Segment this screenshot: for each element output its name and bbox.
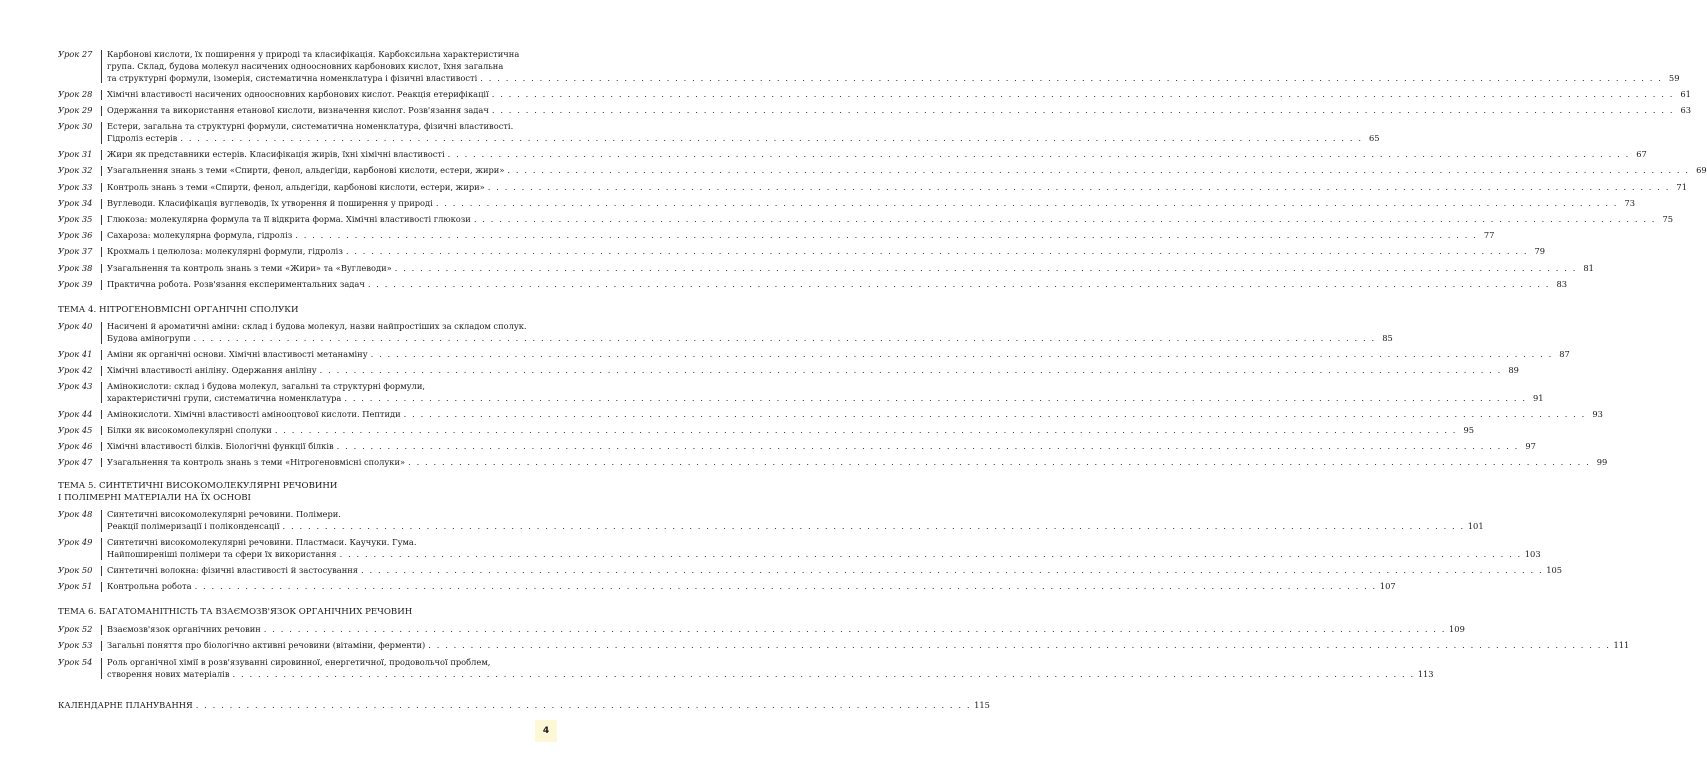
lesson-label: Урок 42 [58,364,93,375]
topic-heading-5 [58,481,337,504]
lesson-divider [101,458,102,468]
lesson-page: 103 [1524,548,1541,559]
lesson-title-line [107,332,1393,345]
lesson-page: 69 [1696,165,1707,176]
lesson-title [107,624,1465,636]
leader-dots: . . . . . . . . . . . . . . . . . . . . . . . . . . . . . . . . . . . . . . . . . . . . . . . . . . . . . . . . . . . . . . . . . . . . . . . . . . . . . . . . . . . . . . . . . . . . . . . . . . . . . . . . . . . . . . . . . . . . . . . . . . . . . . . . . . . . . . . . . . . . [274,424,1458,435]
lesson-page: 89 [1508,364,1519,375]
lesson-title-text: Контроль знань з теми «Спирти, фенол, альдегіди, карбонові кислоти, естери, жири» [107,181,485,192]
lesson-title [107,348,1570,361]
lesson-page: 93 [1592,408,1603,419]
leader-dots: . . . . . . . . . . . . . . . . . . . . . . . . . . . . . . . . . . . . . . . . . . . . . . . . . . . . . . . . . . . . . . . . . . . . . . . . . . . . . . . . . . . . . . . . . . . . . . . . . . . . . . . . . . . . . . . . . . . . . . . . . . . . . . . . . . . . . . . . . . . . [295,230,1478,241]
lesson-title-line [107,624,1465,636]
lesson-title-text: Узагальнення та контроль знань з теми «Нітрогеновмісні сполуки» [107,456,406,467]
lesson-title-text: Карбонові кислоти, їх поширення у природі та класифікація. Карбоксильна характеристична [107,49,520,59]
lesson-title-text: Контрольна робота [107,581,192,592]
leader-dots: . . . . . . . . . . . . . . . . . . . . . . . . . . . . . . . . . . . . . . . . . . . . . . . . . . . . . . . . . . . . . . . . . . . . . . . . . . . . . . . . . . . . . . . . . . . . . . . . . . . . . . . . . . . . . . . . . . . . . . . . . . . . . . . . . . . . . . . . . . . . [336,440,1519,451]
lesson-label: Урок 54 [58,656,93,667]
lesson-title-line [107,72,1680,85]
lesson-title [107,214,1674,226]
lesson-title-line [107,548,1541,561]
lesson-divider [101,641,102,651]
lesson-title-line [107,262,1594,275]
leader-dots: . . . . . . . . . . . . . . . . . . . . . . . . . . . . . . . . . . . . . . . . . . . . . . . . . . . . . . . . . . . . . . . . . . . . . . . . . . . . . . . . . . . . . . . . . . . . . . . . . . . . . . . . . . . . . . . . . . . . . . . . . . . . . . . . . . . . . . . . . . . . [435,197,1619,208]
lesson-title-line [107,197,1636,210]
lesson-page: 97 [1525,440,1536,451]
lesson-title [107,424,1475,437]
lesson-title-line [107,537,580,549]
lesson-title-text: Будова аміногрупи [107,332,191,343]
lesson-label: Урок 27 [58,49,93,59]
lesson-divider [101,382,102,404]
lesson-divider [101,322,102,344]
lesson-title [107,246,1546,258]
lesson-title-text: Гідроліз естерів [107,132,178,143]
calendar-planning-title: КАЛЕНДАРНЕ ПЛАНУВАННЯ [58,700,193,710]
lesson-label: Урок 28 [58,88,93,99]
leader-dots: . . . . . . . . . . . . . . . . . . . . . . . . . . . . . . . . . . . . . . . . . . . . . . . . . . . . . . . . . . . . . . . . . . . . . . . . . . . . . . . . . . . . . . . . . . . . . . . . . . . . . . . . . . . . . . . . . . . . . . . . . . . . . . . . . . . . . . . . . . . . [428,640,1611,651]
lesson-page: 67 [1636,149,1647,160]
lesson-label: Урок 39 [58,278,93,289]
lesson-title-text: Естери, загальна та структурні формули, систематична номенклатура, фізичні властивості. [107,121,514,132]
lesson-page: 87 [1559,348,1570,359]
calendar-planning-entry[interactable] [58,700,990,712]
lesson-divider [101,106,102,116]
lesson-title-text: та структурні формули, ізомерія, систематична номенклатура і фізичні властивості [107,72,478,83]
lesson-title [107,149,1647,161]
lesson-title-line [107,348,1570,361]
lesson-title [107,197,1636,210]
lesson-divider [101,183,102,193]
leader-dots: . . . . . . . . . . . . . . . . . . . . . . . . . . . . . . . . . . . . . . . . . . . . . . . . . . . . . . . . . . . . . . . . . . . . . . . . . . . . . . . . . . . . . . . . . . . . . . . . . . . . . . . . . . . . . . . . . . . . . . . . . . . . . . . . . . . . . . . . . . . . [491,105,1675,115]
lesson-title [107,380,1544,405]
lesson-page: 65 [1369,132,1380,143]
lesson-title-line [107,657,580,669]
lesson-label: Урок 43 [58,380,93,391]
leader-dots: . . . . . . . . . . . . . . . . . . . . . . . . . . . . . . . . . . . . . . . . . . . . . . . . . . . . . . . . . . . . . . . . . . . . . . . . . . . . . . . . . . . . . . . . . . . . . . . . . . . . . . . . . . . . . . . . . . . . . . . . . . . . . . . . . . . . . . . . . . . . [491,88,1674,99]
lesson-divider [101,350,102,360]
topic-heading-line: ТЕМА 4. НІТРОГЕНОВМІСНІ ОРГАНІЧНІ СПОЛУКИ [58,305,299,315]
lesson-title-text: Амінокислоти. Хімічні властивості амінооцтової кислоти. Пептиди [107,408,401,419]
lesson-page: 77 [1483,230,1495,241]
lesson-page: 105 [1546,565,1563,575]
lesson-page: 59 [1668,72,1680,83]
lesson-title [107,321,1393,345]
leader-dots: . . . . . . . . . . . . . . . . . . . . . . . . . . . . . . . . . . . . . . . . . . . . . . . . . . . . . . . . . . . . . . . . . . . . . . . . . . . . . . . . . . . . . . . . . . . . . . . . . . . . . . . . . . . . . . . . . . . . . . . . . . . . . . . . . . . . . . . . . . . . [487,181,1670,192]
leader-dots: . . . . . . . . . . . . . . . . . . . . . . . . . . . . . . . . . . . . . . . . . . . . . . . . . . . . . . . . . . . . . . . . . . . . . . . . . . . . . . . . . . . . . . . . . . . . . . . . . . . . . . . . . . . . . . . . . . . . . . . . . . . . . . . . . . . . . . . . . . . . [194,581,1377,592]
lesson-label: Урок 38 [58,262,93,273]
lesson-page: 83 [1556,278,1568,289]
lesson-label: Урок 46 [58,440,93,451]
lesson-page: 61 [1680,88,1691,99]
lesson-title-line [107,88,1691,101]
calendar-planning-page: 115 [974,700,990,710]
lesson-label: Урок 40 [58,321,93,331]
lesson-label: Урок 52 [58,624,93,634]
lesson-title-line [107,565,1563,577]
lesson-divider [101,150,102,160]
lesson-title-text: Взаємозв'язок органічних речовин [107,624,261,634]
lesson-page: 113 [1417,668,1434,679]
lesson-divider [101,658,102,680]
lesson-title-text: група. Склад, будова молекул насичених одноосновних карбонових кислот, їхня загальна [107,60,504,71]
lesson-title-line [107,246,1546,258]
lesson-label: Урок 32 [58,165,93,176]
lesson-title-text: Одержання та використання етанової кислоти, визначення кислот. Розв'язання задач [107,105,489,115]
lesson-divider [101,247,102,257]
lesson-label: Урок 47 [58,456,93,467]
lesson-title [107,364,1519,377]
lesson-title-line [107,49,580,61]
lesson-title-text: Хімічні властивості насичених одноосновних карбонових кислот. Реакція етерифікації [107,88,489,99]
leader-dots: . . . . . . . . . . . . . . . . . . . . . . . . . . . . . . . . . . . . . . . . . . . . . . . . . . . . . . . . . . . . . . . . . . . . . . . . . . . . . . . . . . . . . . . . . . . . . . . . . . . . . . . . . . . . . . . . . . . . . . . . . . . . . . . . . . . . . . . . . . . . [339,548,1522,559]
lesson-divider [101,280,102,290]
lesson-title-line [107,668,1434,681]
lesson-title-line [107,456,1608,469]
lesson-title-text: Практична робота. Розв'язання експериментальних задач [107,278,365,289]
lesson-divider [101,231,102,241]
lesson-page: 107 [1379,581,1396,592]
lesson-label: Урок 51 [58,581,93,592]
lesson-title-text: Хімічні властивості аніліну. Одержання аніліну [107,364,317,375]
leader-dots: . . . . . . . . . . . . . . . . . . . . . . . . . . . . . . . . . . . . . . . . . . . . . . . . . . . . . . . . . . . . . . . . . . . . . . . . . . . . . . . . . . . . . . . . . . . . . . . . . . . . . . . . . . . . . . . . . . . . . . . . . . . . . . . . . . . . . . . . . . . . [403,408,1586,419]
lesson-divider [101,426,102,436]
lesson-title-line [107,640,1630,652]
lesson-title-line [107,381,580,393]
lesson-title [107,262,1594,275]
lesson-title-text: Реакції полімеризації і поліконденсації [107,520,280,531]
lesson-divider [101,625,102,635]
lesson-title [107,408,1603,421]
lesson-page: 79 [1534,246,1546,257]
lesson-label: Урок 48 [58,509,93,519]
lesson-title-text: Загальні поняття про біологічно активні речовини (вітаміни, ферменти) [107,640,426,651]
lesson-page: 99 [1596,456,1608,467]
lesson-page: 85 [1382,332,1393,343]
lesson-title-line [107,230,1495,242]
lesson-label: Урок 50 [58,565,93,575]
lesson-divider [101,215,102,225]
lesson-title [107,165,1707,177]
lesson-title [107,121,1380,145]
lesson-page: 63 [1680,105,1692,115]
lesson-title [107,456,1608,469]
lesson-label: Урок 35 [58,214,93,224]
lesson-page: 109 [1449,624,1465,634]
leader-dots: . . . . . . . . . . . . . . . . . . . . . . . . . . . . . . . . . . . . . . . . . . . . . . . . . . . . . . . . . . . . . . . . . . . . . . . . . . . . . . . . . . . . . . . . . . . . . . . . . . . . . . . . . . . . . . . . . . . . . . . . . . . . . . . . . . . . . . . . . . . . [193,332,1376,343]
topic-heading-4 [58,305,298,317]
lesson-title-line [107,278,1568,291]
lesson-title [107,656,1434,681]
lesson-page: 95 [1463,424,1475,435]
lesson-title-text: Роль органічної хімії в розв'язуванні сировинної, енергетичної, продовольчої проблем, [107,656,491,667]
lesson-divider [101,122,102,144]
lesson-divider [101,582,102,592]
leader-dots: . . . . . . . . . . . . . . . . . . . . . . . . . . . . . . . . . . . . . . . . . . . . . . . . . . . . . . . . . . . . . . . . . . . . . . . . . . . . . . . . . . . . . . . . . . . . . . . . . . . . . . . . . . . . . . . . . . . . . . . . . . . . . . . . . . . . . . . . . . . . [345,246,1529,257]
lesson-page: 101 [1467,520,1484,531]
lesson-title-text: Вуглеводи. Класифікація вуглеводів, їх утворення й поширення у природі [107,197,433,208]
lesson-label: Урок 49 [58,537,93,547]
lesson-divider [101,566,102,576]
lesson-title-text: характеристичні групи, систематична номенклатура [107,392,342,403]
lesson-title-text: Найпоширеніші полімери та сфери їх використання [107,548,337,559]
topic-heading-6 [58,607,412,619]
lesson-divider [101,538,102,560]
leader-dots: . . . . . . . . . . . . . . . . . . . . . . . . . . . . . . . . . . . . . . . . . . . . . . . . . . . . . . . . . . . . . . . . . . . . . . . . . . . . . . . . . . . . . . . . . . . . . . . . . . . . . . . . . . . . . . . . . . . . . . . . . . . . . . . . . . . . . . . . . . . . [408,456,1591,467]
lesson-label: Урок 44 [58,408,93,419]
lesson-title [107,509,1484,533]
lesson-title [107,49,1680,84]
lesson-title [107,565,1563,577]
lesson-title-line [107,214,1674,226]
lesson-page: 73 [1624,197,1636,208]
lesson-label: Урок 34 [58,197,93,208]
lesson-title-text: Амінокислоти: склад і будова молекул, загальні та структурні формули, [107,380,426,391]
leader-dots: . . . . . . . . . . . . . . . . . . . . . . . . . . . . . . . . . . . . . . . . . . . . . . . . . . . . . . . . . . . . . . . . . . . . . . . . . . . . . . . . . . . . . . . . . . . . . . . . . . . . . . . . . . . . . . . . . . . . . . . . . . . . . . . . . . . . . . . . . . . . [282,520,1465,531]
leader-dots: . . . . . . . . . . . . . . . . . . . . . . . . . . . . . . . . . . . . . . . . . . . . . . . . . . . . . . . . . . . . . . . . . . . . . . . . . . . . . . . . . . . . . . . . . . . . . . . . . . . . . . . . . . . . . . . . . . . . . . . . . . . . . . . . . . . . . . . . . . . . [232,668,1415,679]
lesson-title [107,105,1692,117]
leader-dots: . . . . . . . . . . . . . . . . . . . . . . . . . . . . . . . . . . . . . . . . . . . . . . . . . . . . . . . . . . . . . . . . . . . . . . . . . . . . . . . . . . . . . . . . . . . . . . . . . . . . . . . . . . . . . . . . . . . . . . . . . . . . . . . . . . . . . . . . . . . . [367,278,1551,289]
lesson-title-text: Хімічні властивості білків. Біологічні функції білків [107,440,334,451]
lesson-label: Урок 37 [58,246,93,257]
lesson-title-line [107,509,580,521]
leader-dots: . . . . . . . . . . . . . . . . . . . . . . . . . . . . . . . . . . . . . . . . . . . . . . . . . . . . . . . . . . . . . . . . . . . . . . . . . . . . . . . . . . . . . . . . . . . . . . . . . . . . . . . . . . . . . . . . . . . . . . . . . . . . . . . . . . . . . . . . . . . . [370,348,1553,359]
lesson-title-line [107,424,1475,437]
lesson-title-line [107,149,1647,161]
topic-heading-line: І ПОЛІМЕРНІ МАТЕРІАЛИ НА ЇХ ОСНОВІ [58,492,251,503]
lesson-title-text: Сахароза: молекулярна формула, гідроліз [107,230,293,241]
lesson-title [107,640,1630,652]
lesson-label: Урок 31 [58,149,93,160]
lesson-label: Урок 36 [58,230,93,241]
lesson-title-text: Білки як високомолекулярні сполуки [107,424,272,435]
lesson-label: Урок 29 [58,105,93,115]
lesson-page: 111 [1613,640,1630,651]
lesson-title-text: Синтетичні високомолекулярні речовини. Полімери. [107,509,341,519]
lesson-title [107,230,1495,242]
lesson-title-text: Аміни як органічні основи. Хімічні властивості метанаміну [107,348,368,359]
lesson-divider [101,410,102,420]
lesson-title-line [107,132,1380,145]
lesson-page: 81 [1583,262,1594,273]
lesson-divider [101,366,102,376]
lesson-title-line [107,165,1707,177]
lesson-divider [101,50,102,83]
lesson-title [107,181,1687,194]
lesson-divider [101,90,102,100]
leader-dots: . . . . . . . . . . . . . . . . . . . . . . . . . . . . . . . . . . . . . . . . . . . . . . . . . . . . . . . . . . . . . . . . . . . . . . . . . . . . . . . . . . . . . . . . . . . . . . . . . . . . . . . . . . . . . . . . . . . . . . . . . . . . . . . . . . . . . . . . . . . . [480,72,1663,83]
lesson-title-line [107,105,1692,117]
lesson-label: Урок 53 [58,640,93,651]
lesson-title [107,440,1536,453]
leader-dots: . . . . . . . . . . . . . . . . . . . . . . . . . . . . . . . . . . . . . . . . . . . . . . . . . . . . . . . . . . . . . . . . . . . . . . . . . . . . . . . . . . . . . . . . . . . . . . . . . . . . . . . . . . . . . . . . . . . . . . . . . . . . . . . . . . . . . . . . . . . . [180,132,1363,143]
lesson-title-text: Глюкоза: молекулярна формула та її відкрита форма. Хімічні властивості глюкози [107,214,471,224]
lesson-title-line [107,181,1687,194]
lesson-title-line [107,121,580,133]
leader-dots: . . . . . . . . . . . . . . . . . . . . . . . . . . . . . . . . . . . . . . . . . . . . . . . . . . . . . . . . . . . . . . . . . . . . . . . . . . . . . . . . . . . . . . . . . . . . . . . . . . . . . . . . . . . . . . . . . . . . . . . . . . . . . . . . . . . . . . . . . . . . [319,364,1502,375]
lesson-label: Урок 45 [58,424,93,435]
lesson-title-line [107,321,580,333]
lesson-page: 75 [1662,214,1674,224]
lesson-title-text: Насичені й ароматичні аміни: склад і будова молекул, назви найпростіших за складом сполук. [107,321,527,331]
lesson-page: 71 [1676,181,1687,192]
leader-dots: . . . . . . . . . . . . . . . . . . . . . . . . . . . . . . . . . . . . . . . . . . . . . . . . . . . . . . . . . . . . . . . . . . . . . . . . . . . . . . . . . . . . . . . . . . . . . . . . . . . . . . . . . . . . . . . . . . . . . . . . . . . . . . . . . . . . . . . . . . . . [361,565,1544,575]
lesson-divider [101,264,102,274]
lesson-title-text: створення нових матеріалів [107,668,230,679]
lesson-label: Урок 33 [58,181,93,192]
lesson-title-text: Синтетичні високомолекулярні речовини. Пластмаси. Каучуки. Гума. [107,537,417,547]
leader-dots: . . . . . . . . . . . . . . . . . . . . . . . . . . . . . . . . . . . . . . . . . . . . . . . . . . . . . . . . . . . . . . . . . . . . . . . . . . . . . . . . . . . . . . . . . . . . . . . . . . . . . . . . . . . . . . . . . . . . . . . . . . . . . . . . . . . . . . . . . . . . [473,214,1657,224]
leader-dots: . . . . . . . . . . . . . . . . . . . . . . . . . . . . . . . . . . . . . . . . . . . . . . . . . . . . . . . . . . . . . . . . . . . . . . . . . . . . . . . . . . . . . . . . . . . . [195,700,972,710]
lesson-divider [101,199,102,209]
lesson-title [107,88,1691,101]
leader-dots: . . . . . . . . . . . . . . . . . . . . . . . . . . . . . . . . . . . . . . . . . . . . . . . . . . . . . . . . . . . . . . . . . . . . . . . . . . . . . . . . . . . . . . . . . . . . . . . . . . . . . . . . . . . . . . . . . . . . . . . . . . . . . . . . . . . . . . . . . . . . [263,624,1447,634]
lesson-divider [101,442,102,452]
leader-dots: . . . . . . . . . . . . . . . . . . . . . . . . . . . . . . . . . . . . . . . . . . . . . . . . . . . . . . . . . . . . . . . . . . . . . . . . . . . . . . . . . . . . . . . . . . . . . . . . . . . . . . . . . . . . . . . . . . . . . . . . . . . . . . . . . . . . . . . . . . . . [394,262,1577,273]
lesson-divider [101,510,102,532]
topic-heading-line: ТЕМА 5. СИНТЕТИЧНІ ВИСОКОМОЛЕКУЛЯРНІ РЕЧОВИНИ [58,481,338,491]
lesson-title-line [107,520,1484,533]
lesson-page: 91 [1533,392,1544,403]
leader-dots: . . . . . . . . . . . . . . . . . . . . . . . . . . . . . . . . . . . . . . . . . . . . . . . . . . . . . . . . . . . . . . . . . . . . . . . . . . . . . . . . . . . . . . . . . . . . . . . . . . . . . . . . . . . . . . . . . . . . . . . . . . . . . . . . . . . . . . . . . . . . [447,149,1630,160]
lesson-title-text: Синтетичні волокна: фізичні властивості й застосування [107,565,359,575]
lesson-title-line [107,364,1519,377]
page-number: 4 [535,720,557,742]
lesson-title [107,581,1396,593]
lesson-label: Урок 30 [58,121,93,132]
lesson-title-text: Узагальнення знань з теми «Спирти, фенол, альдегіди, карбонові кислоти, естери, жири» [107,165,505,176]
lesson-title-line [107,61,580,73]
lesson-title-text: Крохмаль і целюлоза: молекулярні формули, гідроліз [107,246,343,257]
lesson-title-text: Узагальнення та контроль знань з теми «Жири» та «Вуглеводи» [107,262,392,273]
lesson-divider [101,166,102,176]
lesson-title-line [107,408,1603,421]
leader-dots: . . . . . . . . . . . . . . . . . . . . . . . . . . . . . . . . . . . . . . . . . . . . . . . . . . . . . . . . . . . . . . . . . . . . . . . . . . . . . . . . . . . . . . . . . . . . . . . . . . . . . . . . . . . . . . . . . . . . . . . . . . . . . . . . . . . . . . . . . . . . [507,165,1690,176]
lesson-title [107,278,1568,291]
leader-dots: . . . . . . . . . . . . . . . . . . . . . . . . . . . . . . . . . . . . . . . . . . . . . . . . . . . . . . . . . . . . . . . . . . . . . . . . . . . . . . . . . . . . . . . . . . . . . . . . . . . . . . . . . . . . . . . . . . . . . . . . . . . . . . . . . . . . . . . . . . . . [344,392,1527,403]
lesson-title-line [107,581,1396,593]
lesson-label: Урок 41 [58,348,93,359]
lesson-title-line [107,392,1544,405]
topic-heading-line: ТЕМА 6. БАГАТОМАНІТНІСТЬ ТА ВЗАЄМОЗВ'ЯЗОК ОРГАНІЧНИХ РЕЧОВИН [58,607,413,617]
lesson-title-text: Жири як представники естерів. Класифікація жирів, їхні хімічні властивості [107,149,445,160]
lesson-title [107,537,1541,561]
lesson-title-line [107,440,1536,453]
